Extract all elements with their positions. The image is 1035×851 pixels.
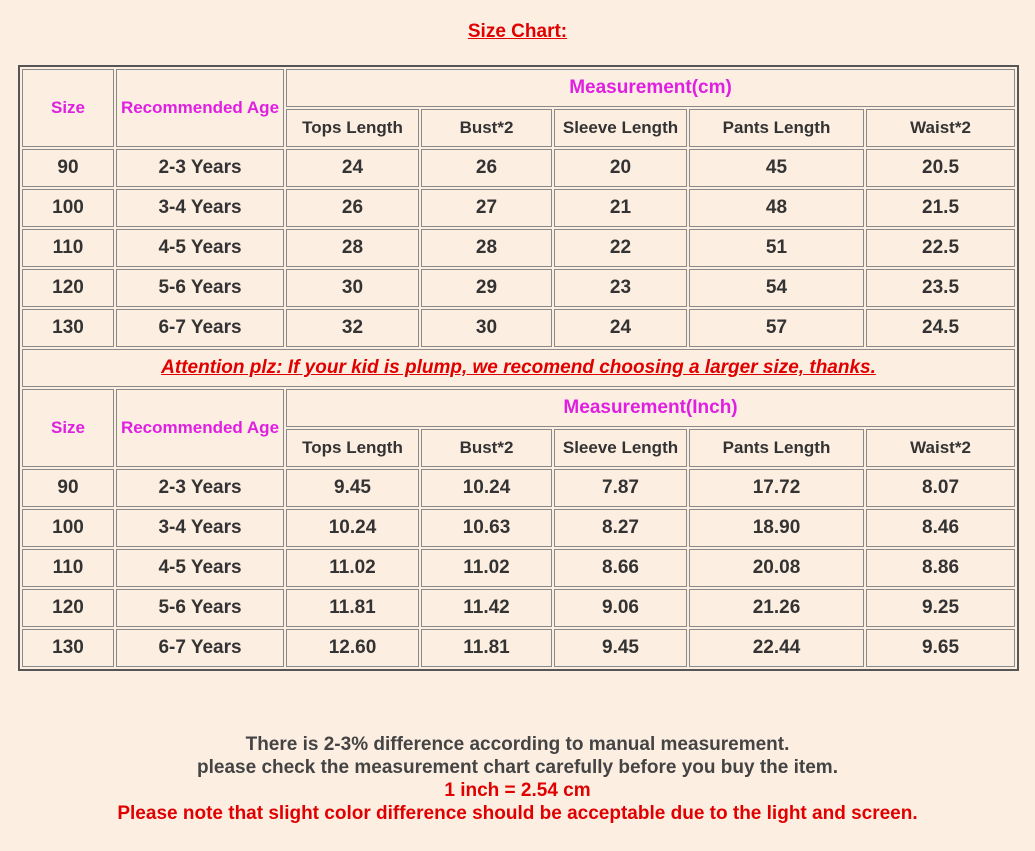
table-cell: 2-3 Years: [116, 149, 284, 187]
note-color-difference: Please note that slight color difference should be acceptable due to the light and screen.: [117, 803, 918, 824]
inch-col-header: Tops Length: [286, 429, 419, 467]
table-cell: 30: [421, 309, 552, 347]
table-cell: 4-5 Years: [116, 229, 284, 267]
table-row: [22, 309, 1015, 347]
table-cell: 54: [689, 269, 864, 307]
table-cell: 23: [554, 269, 687, 307]
table-cell: 130: [22, 629, 114, 667]
table-cell: 3-4 Years: [116, 189, 284, 227]
size-chart-table: [18, 65, 1019, 671]
table-cell: 10.24: [421, 469, 552, 507]
table-row: [22, 589, 1015, 627]
table-cell: 7.87: [554, 469, 687, 507]
cm-col-header: Pants Length: [689, 109, 864, 147]
table-cell: 20.5: [866, 149, 1015, 187]
table-cell: 8.27: [554, 509, 687, 547]
cm-table-section: [22, 69, 1015, 347]
table-cell: 21.5: [866, 189, 1015, 227]
table-cell: 22: [554, 229, 687, 267]
table-cell: 20.08: [689, 549, 864, 587]
table-cell: 9.25: [866, 589, 1015, 627]
table-cell: 10.24: [286, 509, 419, 547]
inch-col-header: Waist*2: [866, 429, 1015, 467]
table-row: [22, 189, 1015, 227]
table-cell: 110: [22, 549, 114, 587]
table-cell: 29: [421, 269, 552, 307]
table-cell: 21: [554, 189, 687, 227]
table-cell: 8.46: [866, 509, 1015, 547]
inch-header-row: [22, 389, 1015, 427]
table-cell: 90: [22, 469, 114, 507]
table-cell: 6-7 Years: [116, 309, 284, 347]
table-cell: 48: [689, 189, 864, 227]
table-cell: 26: [286, 189, 419, 227]
table-cell: 57: [689, 309, 864, 347]
table-cell: 24: [554, 309, 687, 347]
inch-table-section: [22, 389, 1015, 667]
table-cell: 32: [286, 309, 419, 347]
table-row: [22, 469, 1015, 507]
table-cell: 120: [22, 589, 114, 627]
attention-row: [22, 349, 1015, 387]
table-cell: 24: [286, 149, 419, 187]
inch-col-header: Pants Length: [689, 429, 864, 467]
table-cell: 9.06: [554, 589, 687, 627]
table-row: [22, 509, 1015, 547]
table-cell: 6-7 Years: [116, 629, 284, 667]
table-cell: 18.90: [689, 509, 864, 547]
cm-col-header: Tops Length: [286, 109, 419, 147]
table-cell: 11.02: [421, 549, 552, 587]
table-cell: 12.60: [286, 629, 419, 667]
note-measurement-difference: There is 2-3% difference according to manual measurement.: [245, 734, 790, 755]
note-inch-conversion: 1 inch = 2.54 cm: [444, 780, 591, 801]
inch-size-header: Size: [22, 389, 114, 467]
table-cell: 4-5 Years: [116, 549, 284, 587]
table-cell: 90: [22, 149, 114, 187]
table-cell: 110: [22, 229, 114, 267]
table-cell: 8.07: [866, 469, 1015, 507]
table-cell: 8.86: [866, 549, 1015, 587]
table-cell: 11.81: [286, 589, 419, 627]
table-cell: 22.44: [689, 629, 864, 667]
table-cell: 130: [22, 309, 114, 347]
footer-notes: [0, 733, 1035, 825]
table-cell: 20: [554, 149, 687, 187]
cm-age-header: Recommended Age: [116, 69, 284, 147]
cm-col-header: Bust*2: [421, 109, 552, 147]
inch-age-header: Recommended Age: [116, 389, 284, 467]
cm-col-header: Sleeve Length: [554, 109, 687, 147]
table-cell: 26: [421, 149, 552, 187]
table-cell: 100: [22, 189, 114, 227]
table-row: [22, 629, 1015, 667]
cm-col-header: Waist*2: [866, 109, 1015, 147]
cm-size-header: Size: [22, 69, 114, 147]
table-cell: 28: [286, 229, 419, 267]
inch-col-header: Bust*2: [421, 429, 552, 467]
table-cell: 8.66: [554, 549, 687, 587]
table-row: [22, 269, 1015, 307]
table-cell: 11.42: [421, 589, 552, 627]
table-cell: 9.45: [286, 469, 419, 507]
attention-note: Attention plz: If your kid is plump, we recomend choosing a larger size, thanks.: [22, 349, 1015, 387]
table-cell: 27: [421, 189, 552, 227]
table-cell: 17.72: [689, 469, 864, 507]
table-cell: 9.65: [866, 629, 1015, 667]
inch-col-header: Sleeve Length: [554, 429, 687, 467]
table-cell: 120: [22, 269, 114, 307]
inch-measurement-header: Measurement(Inch): [286, 389, 1015, 427]
table-cell: 3-4 Years: [116, 509, 284, 547]
note-check-chart: please check the measurement chart carefully before you buy the item.: [197, 757, 838, 778]
table-row: [22, 229, 1015, 267]
cm-measurement-header: Measurement(cm): [286, 69, 1015, 107]
table-cell: 11.02: [286, 549, 419, 587]
table-cell: 11.81: [421, 629, 552, 667]
table-row: [22, 549, 1015, 587]
table-cell: 51: [689, 229, 864, 267]
table-cell: 5-6 Years: [116, 589, 284, 627]
table-cell: 10.63: [421, 509, 552, 547]
table-cell: 21.26: [689, 589, 864, 627]
table-cell: 9.45: [554, 629, 687, 667]
table-row: [22, 149, 1015, 187]
table-cell: 30: [286, 269, 419, 307]
table-cell: 28: [421, 229, 552, 267]
table-cell: 23.5: [866, 269, 1015, 307]
attention-section: [22, 349, 1015, 387]
table-cell: 22.5: [866, 229, 1015, 267]
table-cell: 24.5: [866, 309, 1015, 347]
page-title: Size Chart:: [467, 21, 568, 42]
table-cell: 5-6 Years: [116, 269, 284, 307]
cm-header-row: [22, 69, 1015, 107]
table-cell: 2-3 Years: [116, 469, 284, 507]
table-cell: 100: [22, 509, 114, 547]
table-cell: 45: [689, 149, 864, 187]
